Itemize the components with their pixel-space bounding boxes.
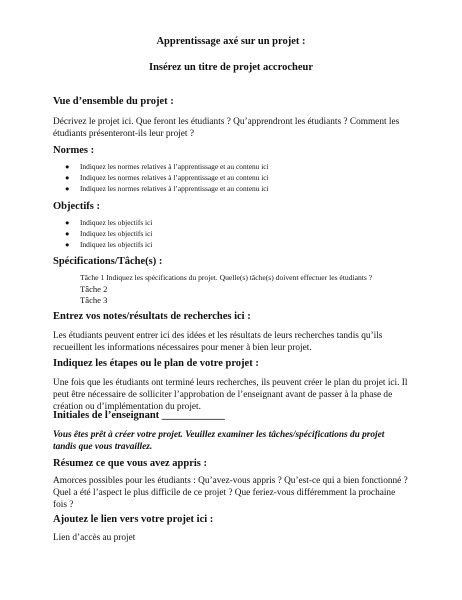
bullet-icon: ● xyxy=(65,229,70,238)
etapes-text-line-2: peut être nécessaire de solliciter l’approbation de l’enseignant avant de passer à la phase de xyxy=(53,390,393,400)
resumez-text-line-2: Quel a été l’aspect le plus difficile de ce projet ? Que feriez-vous différemment la prochaine xyxy=(53,488,396,498)
overview-text-line-1: Décrivez le projet ici. Que feront les étudiants ? Qu’apprendront les étudiants ? Comment les xyxy=(53,117,400,127)
bullet-icon: ● xyxy=(65,218,70,227)
project-link-text: Lien d’accès au projet xyxy=(53,533,136,543)
task-item: Tâche 3 xyxy=(80,295,108,305)
project-title: Insérez un titre de projet accrocheur xyxy=(149,62,313,73)
bullet-icon: ● xyxy=(65,162,70,171)
overview-text-line-2: étudiants présenteront-ils leur projet ? xyxy=(53,129,194,139)
normes-item: Indiquez les normes relatives à l’apprentissage et au contenu ici xyxy=(80,173,269,182)
resumez-text-line-1: Amorces possibles pour les étudiants : Qu’avez-vous appris ? Qu’est-ce qui a bien fonctionné ? xyxy=(53,476,408,486)
etapes-heading: Indiquez les étapes ou le plan de votre projet : xyxy=(53,358,259,369)
objectifs-item: Indiquez les objectifs ici xyxy=(80,218,153,227)
notes-heading: Entrez vos notes/résultats de recherches ici : xyxy=(53,311,251,322)
etapes-text-line-3: création ou d’implémentation du projet. xyxy=(53,402,201,412)
overview-heading: Vue d’ensemble du projet : xyxy=(53,96,174,107)
normes-heading: Normes : xyxy=(53,145,95,156)
notes-text-line-1: Les étudiants peuvent entrer ici des idées et les résultats de leurs recherches tandis qu’ils xyxy=(53,331,383,341)
bullet-icon: ● xyxy=(65,240,70,249)
objectifs-heading: Objectifs : xyxy=(53,201,100,212)
resumez-text-line-3: fois ? xyxy=(53,500,74,510)
ready-text-line-2: tandis que vous travaillez. xyxy=(53,442,153,452)
task-item: Tâche 2 xyxy=(80,284,108,294)
normes-item: Indiquez les normes relatives à l’apprentissage et au contenu ici xyxy=(80,184,269,193)
initiales-heading: Initiales de l’enseignant ____________ xyxy=(53,410,225,421)
notes-text-line-2: recueillent les informations nécessaires pour mener à bien leur projet. xyxy=(53,343,312,353)
objectifs-item: Indiquez les objectifs ici xyxy=(80,240,153,249)
specifications-heading: Spécifications/Tâche(s) : xyxy=(53,256,163,267)
objectifs-item: Indiquez les objectifs ici xyxy=(80,229,153,238)
task-item: Tâche 1 Indiquez les spécifications du projet. Quelle(s) tâche(s) doivent effectuer les étudiants ? xyxy=(80,273,373,282)
document-title: Apprentissage axé sur un projet : xyxy=(156,36,306,47)
bullet-icon: ● xyxy=(65,173,70,182)
bullet-icon: ● xyxy=(65,184,70,193)
resumez-heading: Résumez ce que vous avez appris : xyxy=(53,458,207,469)
lien-heading: Ajoutez le lien vers votre projet ici : xyxy=(53,514,214,525)
normes-item: Indiquez les normes relatives à l’apprentissage et au contenu ici xyxy=(80,162,269,171)
ready-text-line-1: Vous êtes prêt à créer votre projet. Veuillez examiner les tâches/spécifications du projet xyxy=(53,430,385,440)
etapes-text-line-1: Une fois que les étudiants ont terminé leurs recherches, ils peuvent créer le plan du projet ici. Il xyxy=(53,378,408,388)
